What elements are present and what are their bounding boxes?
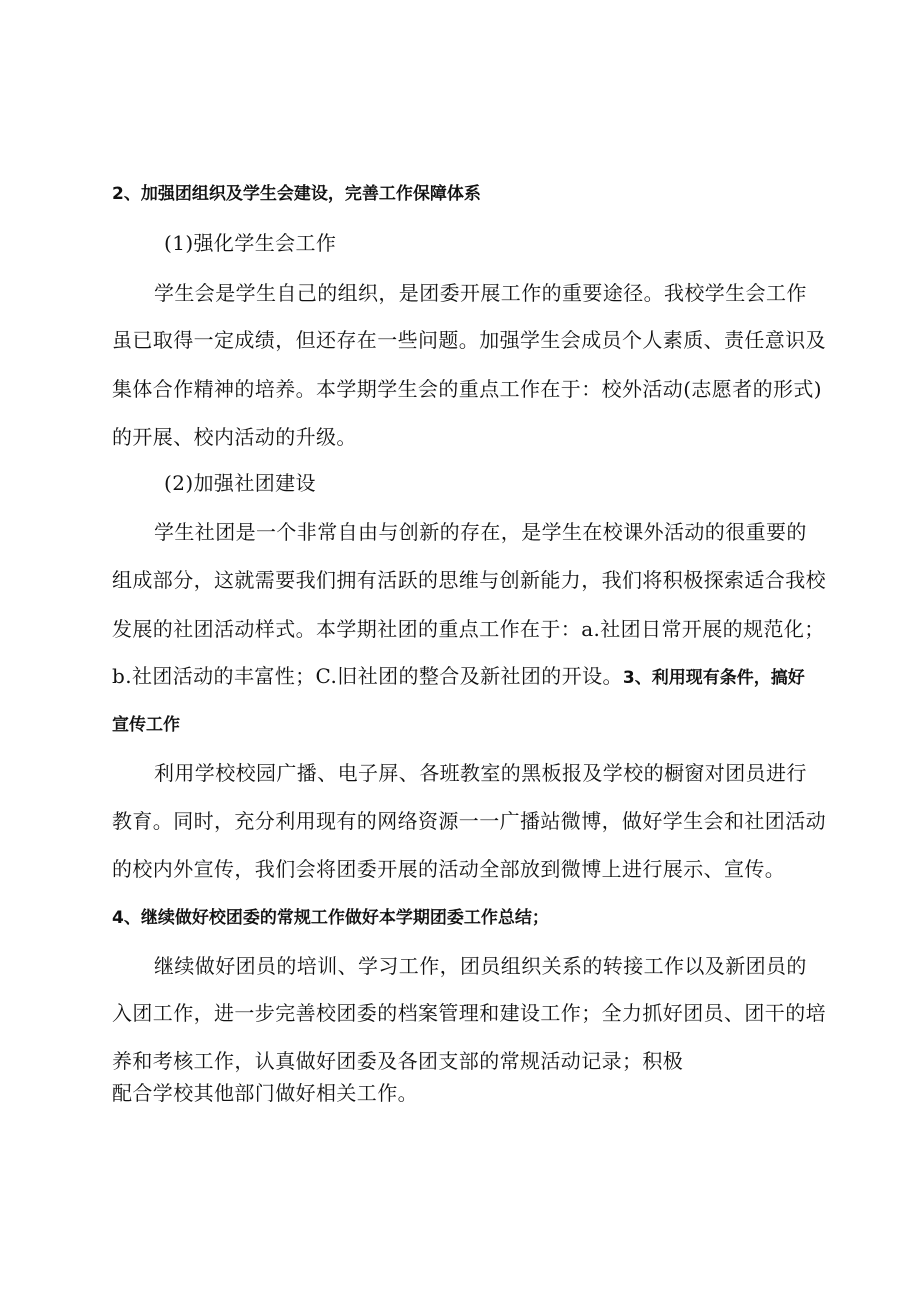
paragraph-line: 的开展、校内活动的升级。 xyxy=(112,425,357,449)
section-2-1-title: (1)强化学生会工作 xyxy=(164,231,337,255)
section-2-heading: 2、加强团组织及学生会建设，完善工作保障体系 xyxy=(112,184,481,204)
paragraph-line: 虽已取得一定成绩，但还存在一些问题。加强学生会成员个人素质、责任意识及 xyxy=(112,328,826,352)
paragraph-line: 的校内外宣传，我们会将团委开展的活动全部放到微博上进行展示、宣传。 xyxy=(112,857,786,881)
paragraph-line: 继续做好团员的培训、学习工作，团员组织关系的转接工作以及新团员的 xyxy=(154,954,807,978)
paragraph-line-with-heading xyxy=(112,664,805,690)
paragraph-line: 养和考核工作，认真做好团委及各团支部的常规活动记录；积极 xyxy=(112,1049,684,1073)
section-3-heading: 3、利用现有条件，搞好 xyxy=(622,668,805,688)
section-4-heading: 4、继续做好校团委的常规工作做好本学期团委工作总结； xyxy=(112,908,549,928)
paragraph-line: 学生会是学生自己的组织，是团委开展工作的重要途径。我校学生会工作 xyxy=(154,281,807,305)
paragraph-line: 发展的社团活动样式。本学期社团的重点工作在于：a.社团日常开展的规范化； xyxy=(112,617,825,641)
paragraph-line: 教育。同时，充分利用现有的网络资源一一广播站微博，做好学生会和社团活动 xyxy=(112,809,826,833)
paragraph-line: 组成部分，这就需要我们拥有活跃的思维与创新能力，我们将积极探索适合我校 xyxy=(112,568,826,592)
section-2-2-title: (2)加强社团建设 xyxy=(164,471,316,495)
paragraph-line: 集体合作精神的培养。本学期学生会的重点工作在于：校外活动(志愿者的形式) xyxy=(112,377,823,401)
paragraph-line: 利用学校校园广播、电子屏、各班教室的黑板报及学校的橱窗对团员进行 xyxy=(154,761,807,785)
paragraph-line: 学生社团是一个非常自由与创新的存在，是学生在校课外活动的很重要的 xyxy=(154,520,807,544)
section-3-heading-continued: 宣传工作 xyxy=(112,715,180,735)
paragraph-line: 配合学校其他部门做好相关工作。 xyxy=(112,1081,418,1105)
paragraph-text: b.社团活动的丰富性；C.旧社团的整合及新社团的开设。 xyxy=(112,664,623,688)
paragraph-line: 入团工作，进一步完善校团委的档案管理和建设工作；全力抓好团员、团干的培 xyxy=(112,1001,826,1025)
